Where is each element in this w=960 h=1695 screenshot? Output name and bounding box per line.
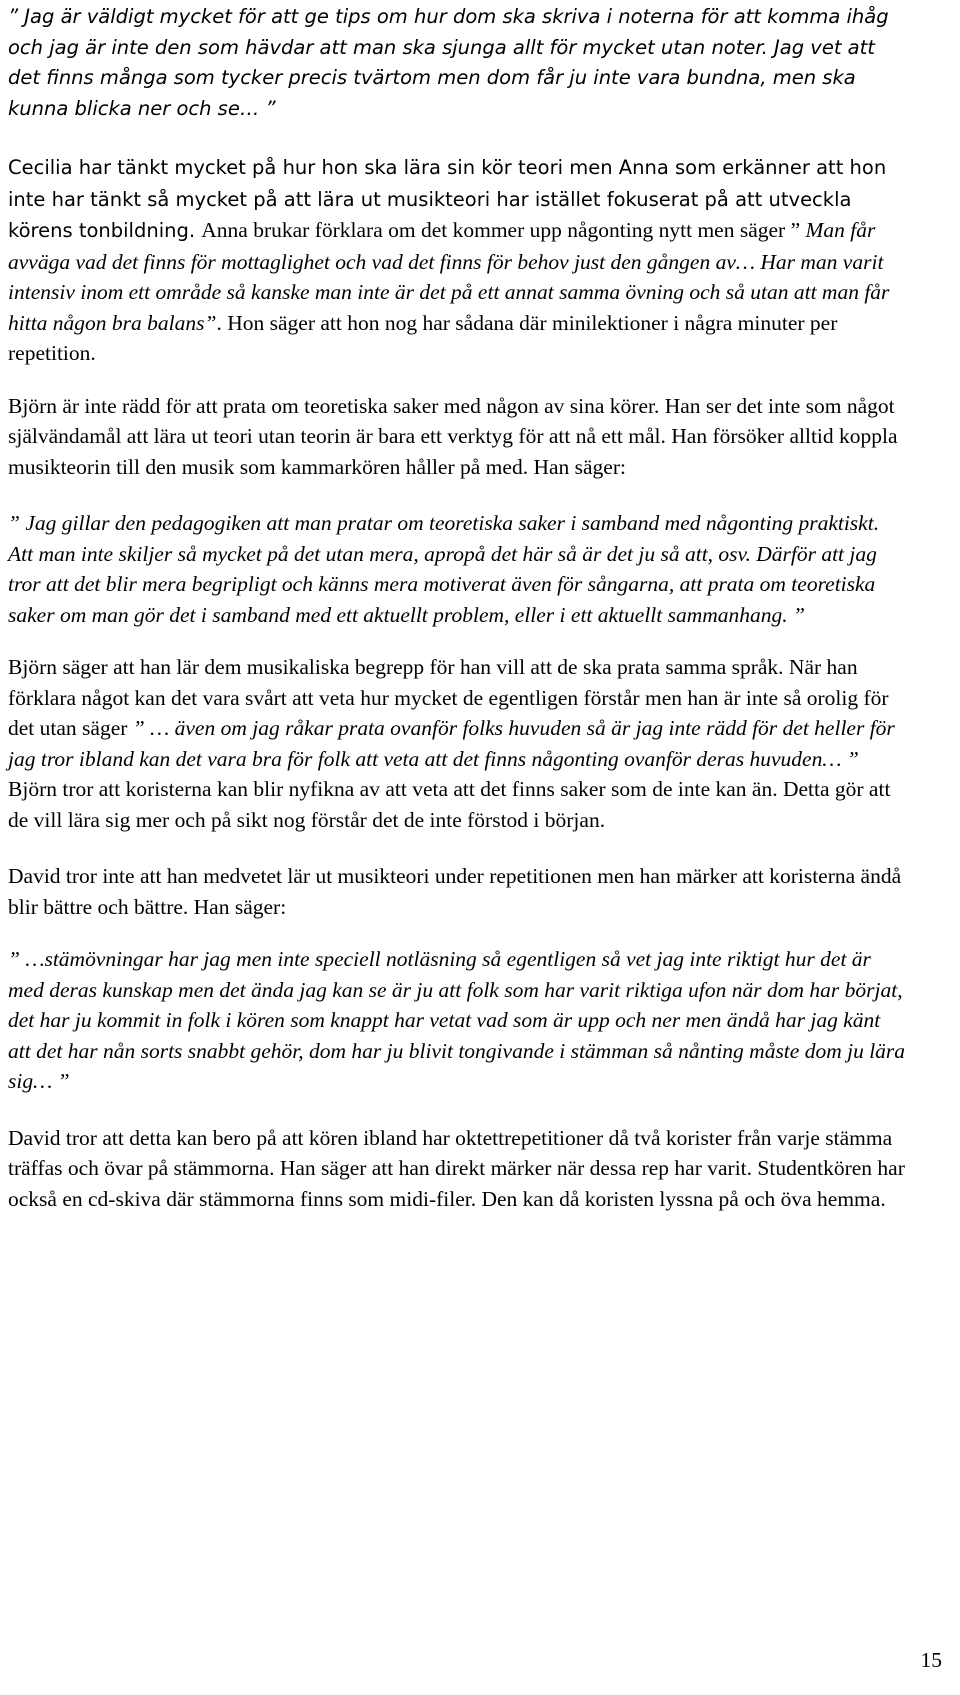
paragraph-text: David tror att detta kan bero på att kören ibland har oktettrepetitioner då två korister från varje stämma träffas och övar på stämmorna. Han säger att han direkt märker när dessa rep har varit. Studentkören har också en cd-skiva där stämmorna finns som midi-filer. Den kan då koristen lyssna på och öva hemma.	[8, 1125, 905, 1211]
quote-text: Man får avväga vad det finns för mottaglighet och vad det finns för behov just den gången av… Har man varit intensiv inom ett område så kanske man inte är det på ett annat samma övning och så utan att man får hitta någon bra balans”	[8, 218, 890, 335]
paragraph-cecilia-anna	[8, 152, 908, 369]
quote-text: ” Jag är väldigt mycket för att ge tips om hur dom ska skriva i noterna för att komma ihåg och jag är inte den som hävdar att man ska sjunga allt för mycket utan noter. Jag vet att det finns många som tycker precis tvärtom men dom får ju inte vara bundna, men ska kunna blicka ner och se… ”	[8, 5, 889, 120]
paragraph-david-2	[8, 1123, 908, 1215]
paragraph-quote-david	[8, 944, 908, 1097]
paragraph-bjorn-1	[8, 391, 908, 483]
quote-text: ” Jag gillar den pedagogiken att man pratar om teoretiska saker i samband med någonting praktiskt. Att man inte skiljer så mycket på det utan mera, apropå det här så är det ju så att, osv. Därför att jag tror att det blir mera begripligt och känns mera motiverat även för sångarna, att prata om teoretiska saker om man gör det i samband med ett aktuellt problem, eller i ett aktuellt sammanhang. ”	[8, 511, 880, 627]
paragraph-text: Björn är inte rädd för att prata om teoretiska saker med någon av sina körer. Han ser det inte som något självändamål att lära ut teori utan teorin är bara ett verktyg för att nå ett mål. Han försöker alltid koppla musikteorin till den musik som kammarkören håller på med. Han säger:	[8, 393, 898, 479]
quote-text: ” … även om jag råkar prata ovanför folks huvuden så är jag inte rädd för det heller för jag tror ibland kan det vara bra för folk att veta att det finns någonting ovanför deras huvuden… ”	[8, 716, 895, 771]
paragraph-quote-1	[8, 0, 908, 124]
paragraph-quote-bjorn	[8, 508, 908, 630]
paragraph-text: Björn säger att han lär dem musikaliska begrepp för han vill att de ska prata samma språk. När han förklara något kan det vara svårt att veta hur mycket de egentligen förstår men han är inte så orolig för det utan säger	[8, 655, 889, 740]
paragraph-text: Cecilia har tänkt mycket på hur hon ska lära sin kör teori men Anna som erkänner att hon inte har tänkt så mycket på att lära ut musikteori har istället fokuserat på att utveckla körens tonbildning.	[8, 156, 887, 242]
quote-text: ” …stämövningar har jag men inte speciell notläsning så egentligen så vet jag inte riktigt hur det är med deras kunskap men det ända jag kan se är ju att folk som har varit riktiga ufon när dom har börjat, det har ju kommit in folk i kören som knappt har vetat vad som är upp och ner men ändå har jag känt att det har nån sorts snabbt gehör, dom har ju blivit tongivande i stämman så nånting måste dom ju lära sig… ”	[8, 947, 906, 1093]
document-page	[8, 0, 908, 1240]
paragraph-text: . Hon säger att hon nog har sådana där minilektioner i några minuter per repetition.	[8, 310, 838, 365]
paragraph-david-1	[8, 861, 908, 922]
paragraph-text: Anna brukar förklara om det kommer upp någonting nytt men säger ”	[201, 218, 806, 242]
page-number: 15	[920, 1648, 942, 1672]
paragraph-text: Björn tror att koristerna kan blir nyfikna av att veta att det finns saker som de inte kan än. Detta gör att de vill lära sig mer och på sikt nog förstår det de inte förstod i början.	[8, 777, 891, 832]
paragraph-text: David tror inte att han medvetet lär ut musikteori under repetitionen men han märker att koristerna ändå blir bättre och bättre. Han säger:	[8, 864, 902, 919]
paragraph-bjorn-2	[8, 652, 908, 835]
